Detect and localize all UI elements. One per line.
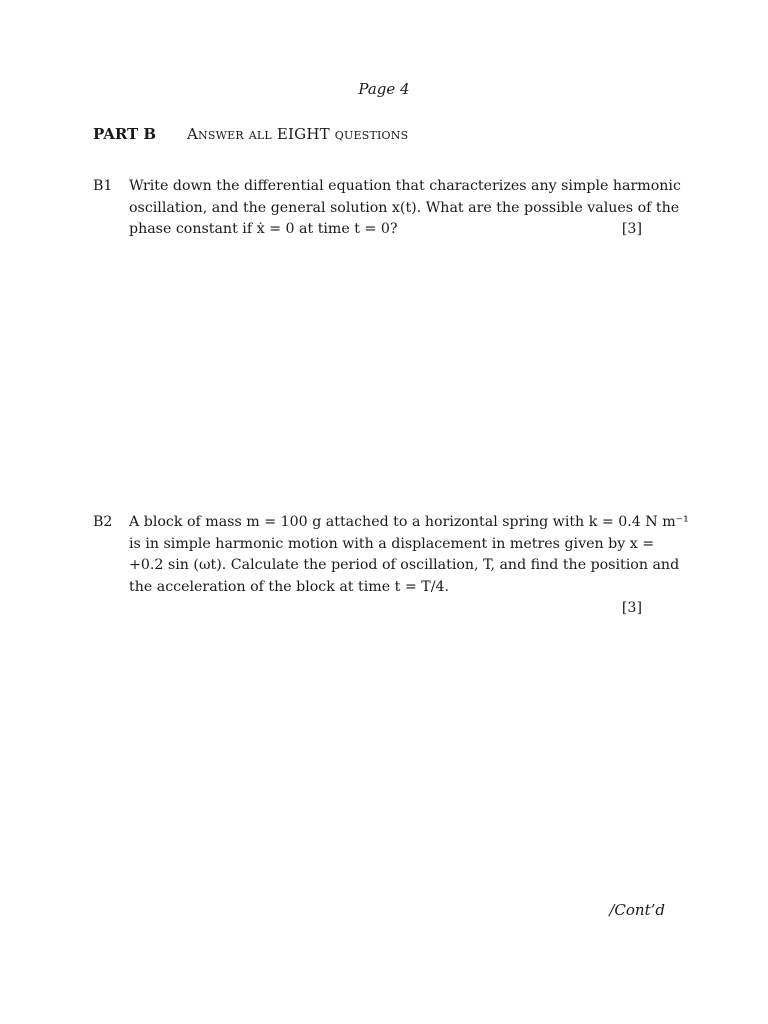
- question-line: is in simple harmonic motion with a displacement in metres given by x =: [129, 535, 655, 552]
- marks: [3]: [621, 600, 642, 616]
- question-line: the acceleration of the block at time t = T/4.: [129, 578, 450, 595]
- question-line: A block of mass m = 100 g attached to a horizontal spring with k = 0.4 N m⁻¹: [129, 514, 689, 530]
- question-line-with-marks: [129, 219, 642, 241]
- question-line: +0.2 sin (ωt). Calculate the period of oscillation, T, and find the position and: [129, 557, 680, 573]
- question-number: B2: [93, 514, 113, 530]
- part-instruction: Answer all EIGHT questions: [187, 125, 409, 143]
- question-line: oscillation, and the general solution x(t). What are the possible values of the: [129, 199, 680, 216]
- question-text: [129, 176, 681, 241]
- continued-note: /Cont’d: [609, 901, 665, 919]
- question-number: B1: [93, 178, 113, 194]
- part-header: [93, 125, 408, 143]
- part-label: PART B: [93, 125, 157, 143]
- question-text: [129, 512, 689, 620]
- question-line: Write down the differential equation that characterizes any simple harmonic: [129, 178, 681, 194]
- page-number: Page 4: [358, 80, 410, 98]
- marks: [3]: [621, 221, 642, 237]
- question-line: phase constant if ẋ = 0 at time t = 0?: [129, 221, 398, 237]
